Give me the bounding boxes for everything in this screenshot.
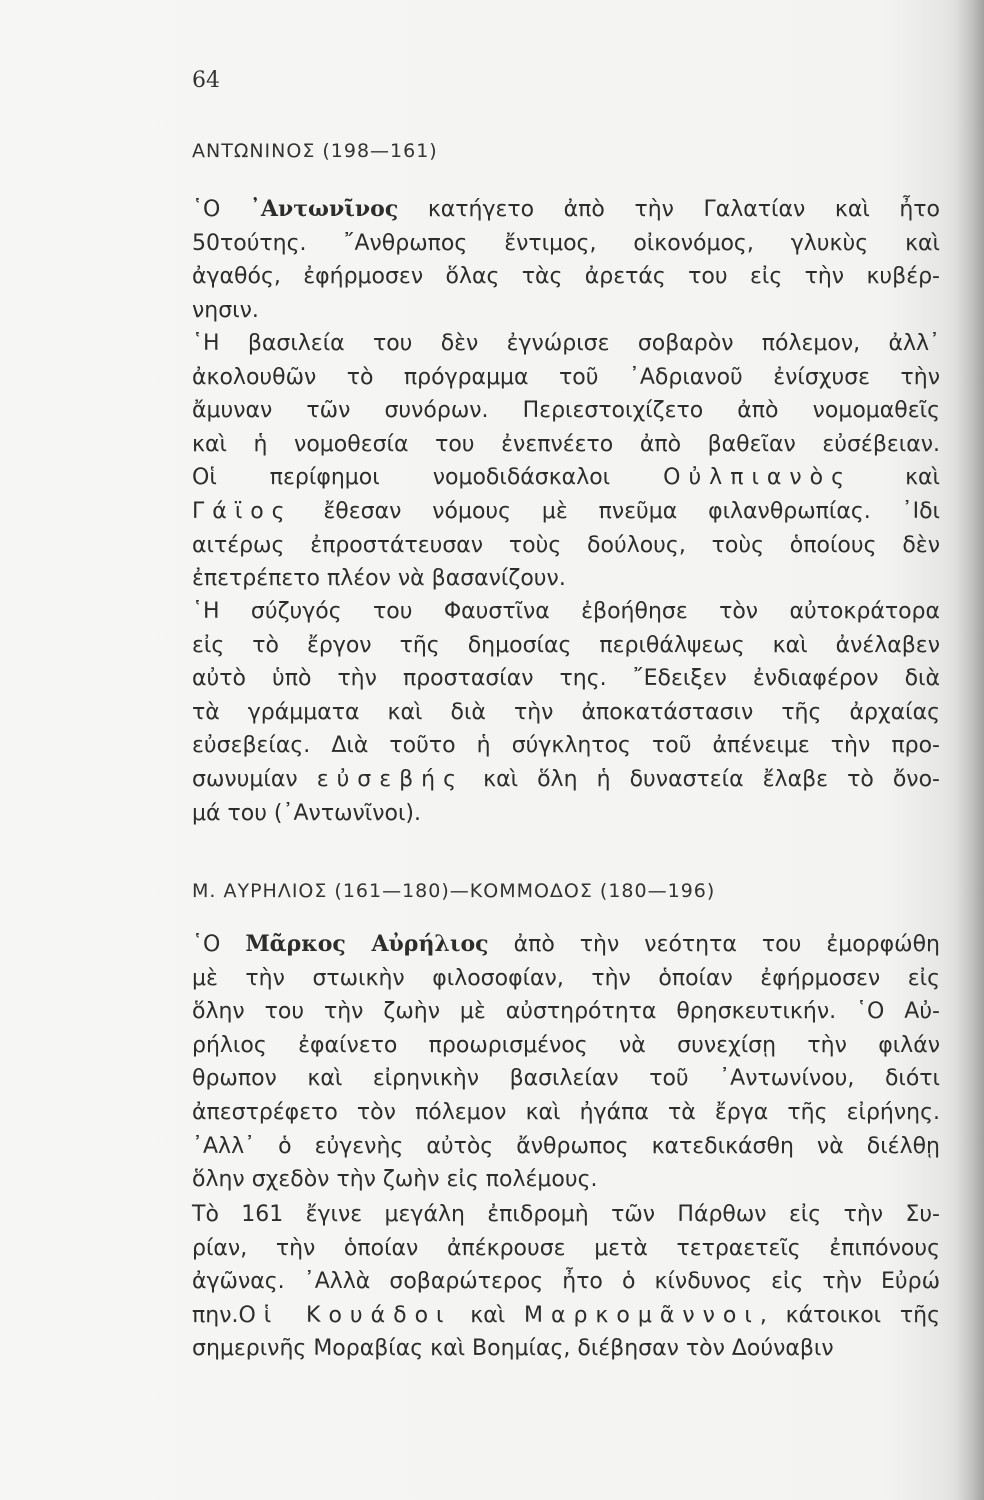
text-line: σημερινῆς Μοραβίας καὶ Βοημίας, διέβησαν τὸν Δούναβιν: [192, 1336, 834, 1362]
text-line: μά του (᾿Αντωνῖνοι).: [192, 800, 422, 826]
text-line: ᾿Αλλ᾿ ὁ εὐγενὴς αὐτὸς ἄνθρωπος κατεδικάσθη νὰ διέλθῃ: [192, 1133, 940, 1159]
section-heading-antoninus: ΑΝΤΩΝΙΝΟΣ (198—161): [192, 140, 438, 162]
text-line: ῾Η βασιλεία του δὲν ἐγνώρισε σοβαρὸν πόλεμον, ἀλλ᾿: [192, 331, 940, 356]
text-line: ρίαν, τὴν ὁποίαν ἀπέκρουσε μετὰ τετραετεῖς ἐπιπόνους: [192, 1235, 940, 1261]
text-line: ἀπεστρέφετο τὸν πόλεμον καὶ ἠγάπα τὰ ἔργα τῆς εἰρήνης.: [192, 1099, 940, 1125]
text-line: εἰς τὸ ἔργον τῆς δημοσίας περιθάλψεως καὶ ἀνέλαβεν: [192, 632, 940, 658]
text-line: αὐτὸ ὑπὸ τὴν προστασίαν της. ῎Εδειξεν ἐνδιαφέρον διὰ: [192, 666, 940, 692]
text-line: εὐσεβείας. Διὰ τοῦτο ἡ σύγκλητος τοῦ ἀπένειμε τὴν προ-: [192, 733, 940, 759]
text-line: Γάϊος ἔθεσαν νόμους μὲ πνεῦμα φιλανθρωπίας. ᾿Ιδι: [192, 498, 940, 524]
spaced-name: Γάϊος: [192, 498, 293, 524]
emphasized-name: ᾿Αντωνῖνος: [249, 196, 399, 222]
text-line: μὲ τὴν στωικὴν φιλοσοφίαν, τὴν ὁποίαν ἐφήρμοσεν εἰς: [192, 965, 940, 991]
text-line: τὰ γράμματα καὶ διὰ τὴν ἀποκατάστασιν τῆς ἀρχαίας: [192, 699, 940, 725]
section-heading-marcus-aurelius: Μ. ΑΥΡΗΛΙΟΣ (161—180)—ΚΟΜΜΟΔΟΣ (180—196): [192, 880, 716, 902]
spaced-name: Μαρκομᾶννοι: [523, 1302, 760, 1328]
text-line: σωνυμίαν εὐσεβής καὶ ὅλη ἡ δυναστεία ἔλαβε τὸ ὄνο-: [192, 766, 940, 792]
text-line: ῾Η σύζυγός του Φαυστῖνα ἐβοήθησε τὸν αὐτοκράτορα: [192, 599, 940, 624]
text-line: νησιν.: [192, 297, 259, 323]
text-line: ἀγαθός, ἐφήρμοσεν ὅλας τὰς ἀρετάς του εἰς τὴν κυβέρ-: [192, 264, 940, 290]
text-line: ἀκολουθῶν τὸ πρόγραμμα τοῦ ᾿Αδριανοῦ ἐνίσχυσε τὴν: [192, 364, 940, 390]
text-line: ἄμυναν τῶν συνόρων. Περιεστοιχίζετο ἀπὸ νομομαθεῖς: [192, 398, 940, 424]
text-line: ἀγῶνας. ᾿Αλλὰ σοβαρώτερος ἦτο ὁ κίνδυνος εἰς τὴν Εὐρώ: [192, 1269, 940, 1295]
text-line: θρωπον καὶ εἰρηνικὴν βασιλείαν τοῦ ᾿Αντωνίνου, διότι: [192, 1066, 940, 1092]
text-line: ρήλιος ἐφαίνετο προωρισμένος νὰ συνεχίσῃ τὴν φιλάν: [192, 1032, 940, 1058]
paragraph-antoninus-intro: [192, 193, 940, 327]
spaced-name: Οὐλπιανὸς: [663, 465, 853, 491]
spaced-name: εὐσεβής: [316, 766, 465, 792]
text-line: ῾Ο ᾿Αντωνῖνος κατήγετο ἀπὸ τὴν Γαλατίαν καὶ ἦτο: [192, 196, 940, 222]
paragraph-marcus-aurelius: [192, 928, 940, 1197]
text-line: Τὸ 161 ἔγινε μεγάλη ἐπιδρομὴ τῶν Πάρθων εἰς τὴν Συ-: [192, 1202, 940, 1227]
text-line: ὅλην του τὴν ζωὴν μὲ αὐστηρότητα θρησκευτικήν. ῾Ο Αὐ-: [192, 999, 940, 1025]
page-number: 64: [192, 68, 220, 93]
text-line: καὶ ἡ νομοθεσία του ἐνεπνέετο ἀπὸ βαθεῖαν εὐσέβειαν.: [192, 431, 940, 457]
page-edge-shadow: [956, 0, 984, 1500]
paragraph-parthian-war: [192, 1198, 940, 1366]
text-line: Οἱ περίφημοι νομοδιδάσκαλοι Οὐλπιανὸς καὶ: [192, 465, 940, 491]
text-line: αιτέρως ἐπροστάτευσαν τοὺς δούλους, τοὺς ὁποίους δὲν: [192, 532, 940, 558]
text-line: ῾Ο Μᾶρκος Αὐρήλιος ἀπὸ τὴν νεότητα του ἐμορφώθη: [192, 931, 940, 957]
emphasized-name: Μᾶρκος Αὐρήλιος: [245, 931, 489, 957]
text-line: πην.Οἱ Κουάδοι καὶ Μαρκομᾶννοι, κάτοικοι τῆς: [192, 1302, 940, 1328]
paragraph-faustina: [192, 595, 940, 830]
spaced-name: Οἱ Κουάδοι: [238, 1302, 452, 1328]
text-line: ὅλην σχεδὸν τὴν ζωὴν εἰς πολέμους.: [192, 1167, 598, 1193]
text-line: 50τούτης. ῎Ανθρωπος ἔντιμος, οἰκονόμος, γλυκὺς καὶ: [192, 230, 940, 256]
paragraph-antoninus-reign: [192, 327, 940, 596]
text-line: ἐπετρέπετο πλέον νὰ βασανίζουν.: [192, 566, 566, 592]
